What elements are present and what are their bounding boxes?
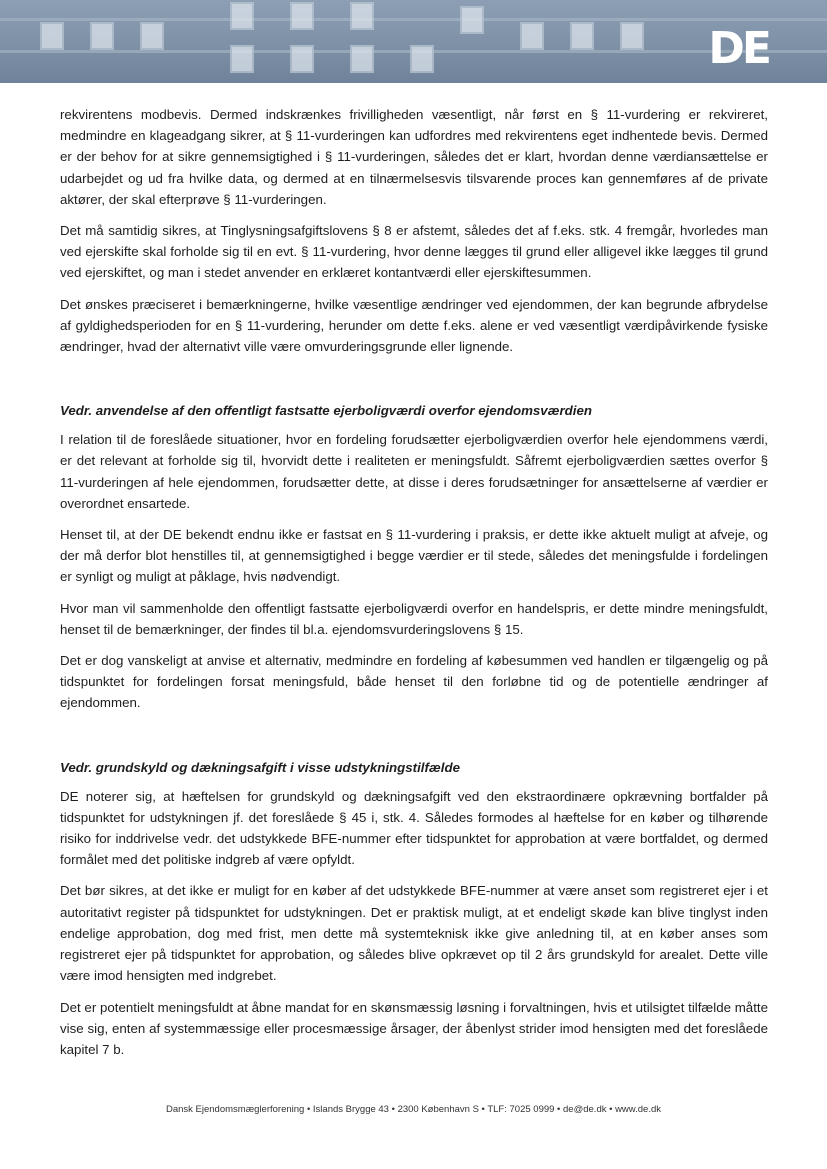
section-heading: Vedr. grundskyld og dækningsafgift i visse udstykningstilfælde: [60, 759, 460, 775]
document-body: [60, 104, 768, 1070]
page-footer: Dansk Ejendomsmæglerforening • Islands Brygge 43 • 2300 København S • TLF: 7025 0999 • de@de.dk • www.de.dk: [165, 1104, 662, 1115]
paragraph: Det må samtidig sikres, at Tinglysningsafgiftslovens § 8 er afstemt, således det af f.eks. stk. 4 fremgår, hvorledes man ved ejerskifte skal forholde sig til en evt. § 11-vurdering, hvor denne lægges til grund eller alligevel ikke lægges til grund ved ejerskiftet, og man i stedet anvender en erklæret kontantværdi eller ejerskiftesummen.: [60, 223, 768, 281]
paragraph: Det bør sikres, at det ikke er muligt for en køber af det udstykkede BFE-nummer at være anset som registreret ejer i et autoritativt register på tidspunktet for udstykningen. Det er praktisk muligt, at et endeligt skøde kan blive tinglyst inden endelige approbation, dog med frist, men dette må systemteknisk ikke give anledning til, at en køber anses som registreret ejer på tidspunktet for approbation, og således blive opkrævet op til 2 års grundskyld for arealet. Dette ville være imod hensigten med indgrebet.: [60, 883, 768, 984]
paragraph: DE noterer sig, at hæftelsen for grundskyld og dækningsafgift ved den ekstraordinære opkrævning bortfalder på tidspunktet for udstykningen jf. det foreslåede § 45 i, stk. 4. Således formodes al hæftelse for en køber og tilhørende risiko for inddrivelse vedr. det udstykkede BFE-nummer efter tidspunktet for approbation at være bortfaldet, og dermed formålet med det politiske indgreb af være opfyldt.: [60, 788, 768, 868]
section-heading: Vedr. anvendelse af den offentligt fastsatte ejerboligværdi overfor ejendomsværdien: [60, 403, 593, 419]
header-banner: [0, 0, 827, 83]
paragraph: Det ønskes præciseret i bemærkningerne, hvilke væsentlige ændringer ved ejendommen, der kan begrunde afbrydelse af gyldighedsperioden for en § 11-vurdering, herunder om dette f.eks. alene er ved væsentligt værdipåvirkende fysiske ændringer, hvad der alternativt ville være omvurderingsgrunde eller lignende.: [60, 296, 768, 355]
paragraph: Det er potentielt meningsfuldt at åbne mandat for en skønsmæssig løsning i forvaltningen, hvis et utilsigtet tilfælde måtte vise sig, enten af systemmæssige eller procesmæssige årsager, der åbenlyst strider imod hensigten med det foreslåede kapitel 7 b.: [60, 999, 768, 1057]
de-logo: DE: [708, 23, 769, 74]
paragraph: Det er dog vanskeligt at anvise et alternativ, medmindre en fordeling af købesummen ved handlen er tilgængelig og på tidspunktet for fordelingen forsat meningsfuld, både henset til den forløbne tid og de potentielle ændringer af ejendommen.: [60, 653, 768, 711]
paragraph: rekvirentens modbevis. Dermed indskrænkes frivilligheden væsentligt, når først en § 11-vurdering er rekvireret, medmindre en klageadgang sikrer, at § 11-vurderingen kan udfordres med rekvirentens eget indhentede bevis. Dermed er der behov for at sikre gennemsigtighed i § 11-vurderingen, således det er klart, hvordan denne værdiansættelse er udarbejdet og ud fra hvilke data, og dermed at en tilnærmelsesvis tilsvarende proces kan gennemføres af de private aktører, der skal efterprøve § 11-vurderingen.: [60, 107, 768, 207]
paragraph: Henset til, at der DE bekendt endnu ikke er fastsat en § 11-vurdering i praksis, er dette ikke aktuelt muligt at afveje, og der må derfor blot henstilles til, at gennemsigtighed i begge værdier er til stede, således det meningsfulde i fordelingen er synligt og muligt at påklage, hvis nødvendigt.: [60, 527, 768, 585]
paragraph: Hvor man vil sammenholde den offentligt fastsatte ejerboligværdi overfor en handelspris, er dette mindre meningsfuldt, henset til de bemærkninger, der findes til bl.a. ejendomsvurderingslovens § 15.: [60, 600, 768, 637]
paragraph: I relation til de foreslåede situationer, hvor en fordeling forudsætter ejerboligværdien overfor hele ejendommens værdi, er det relevant at forholde sig til, hvorvidt dette i realiteten er meningsfuldt. Såfremt ejerboligværdien sættes overfor § 11-vurderingen af hele ejendommen, forudsætter dette, at disse i deres forudsætninger for ansættelserne af værdier er overordnet ensartede.: [60, 432, 768, 511]
